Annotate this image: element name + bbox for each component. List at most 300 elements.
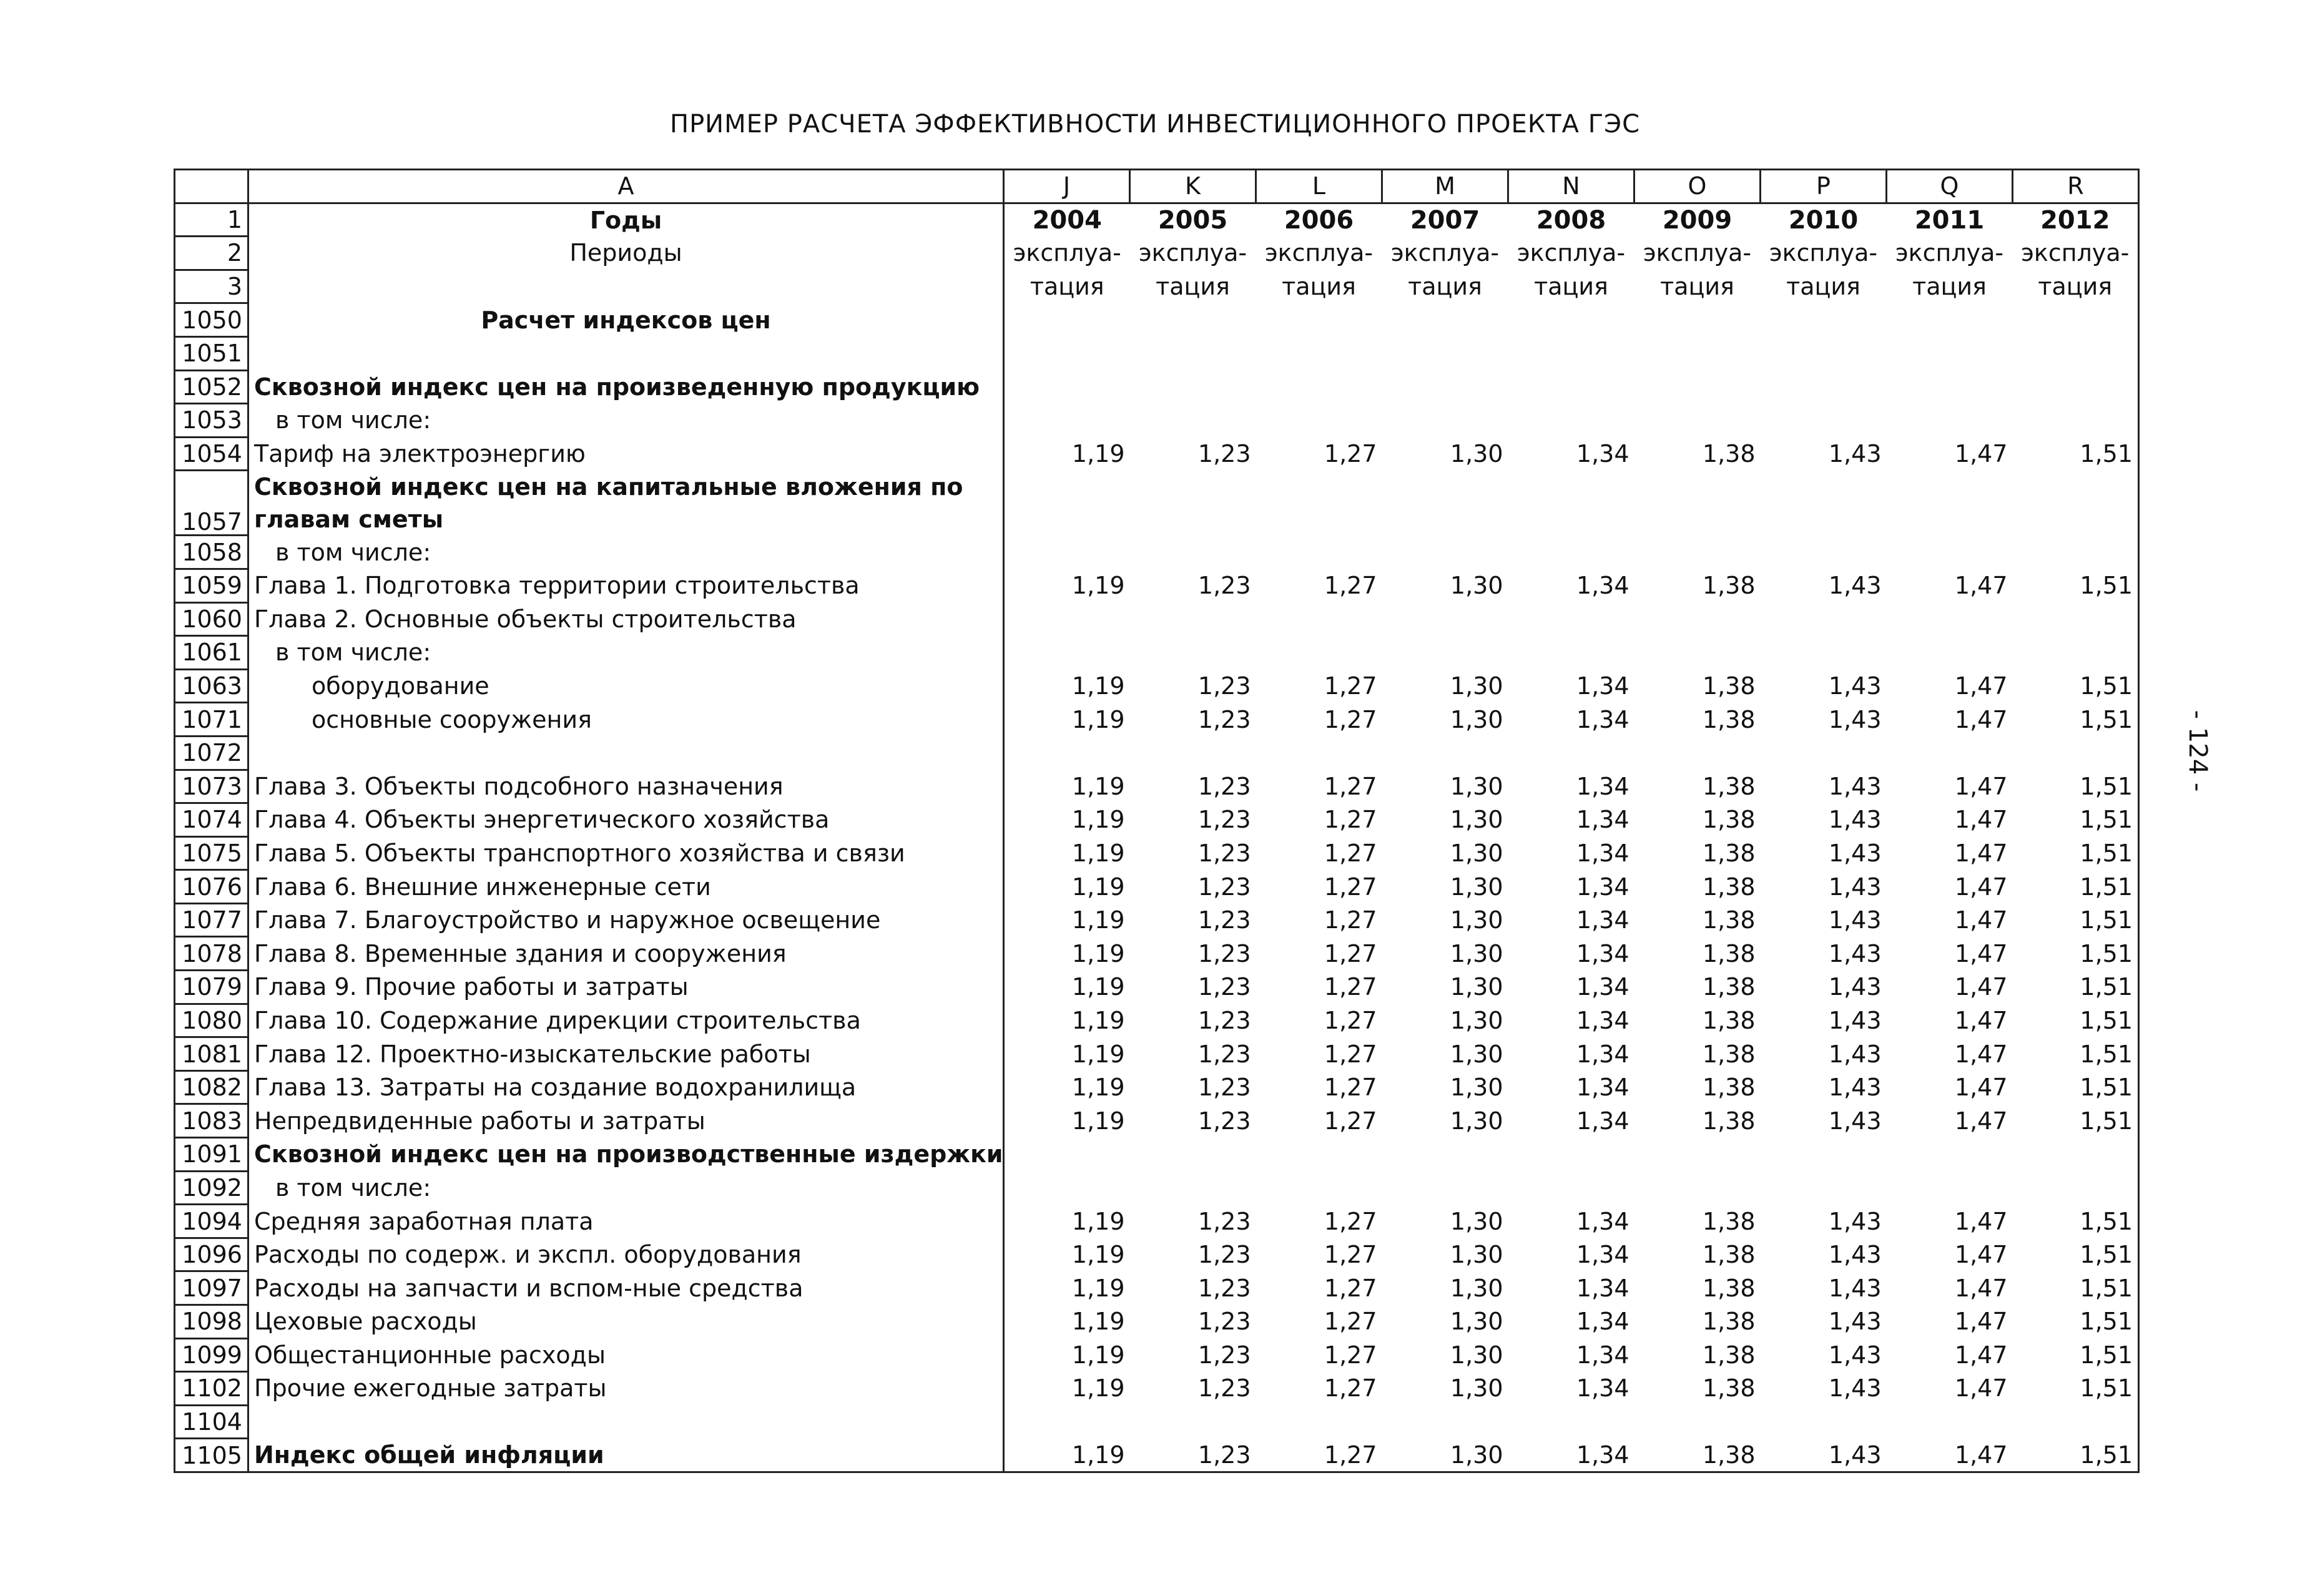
row-label[interactable]: Прочие ежегодные затраты bbox=[248, 1372, 1004, 1406]
value-cell[interactable]: 1,51 bbox=[2013, 1037, 2139, 1071]
value-cell[interactable] bbox=[1634, 1171, 1761, 1205]
value-cell[interactable]: 1,30 bbox=[1450, 772, 1503, 800]
value-cell[interactable]: 1,34 bbox=[1576, 1308, 1629, 1336]
row-label[interactable]: Глава 4. Объекты энергетического хозяйства bbox=[248, 803, 1004, 837]
row-label[interactable]: основные сооружения bbox=[248, 703, 1004, 737]
value-cell[interactable]: 1,34 bbox=[1576, 440, 1629, 468]
value-cell[interactable]: 1,38 bbox=[1702, 1074, 1756, 1102]
value-cell[interactable]: 1,23 bbox=[1197, 1006, 1251, 1034]
row-number[interactable]: 1072 bbox=[175, 736, 248, 770]
value-cell[interactable] bbox=[1004, 1138, 1130, 1172]
row-label[interactable]: Глава 8. Временные здания и сооружения bbox=[248, 937, 1004, 971]
row-label[interactable] bbox=[248, 1405, 1004, 1439]
value-cell[interactable]: 1,19 bbox=[1071, 1374, 1125, 1403]
value-cell[interactable] bbox=[1382, 602, 1508, 636]
value-cell[interactable]: 1,34 bbox=[1576, 1207, 1629, 1235]
period-cell[interactable]: эксплуа- bbox=[1138, 239, 1247, 267]
value-cell[interactable] bbox=[1508, 336, 1634, 370]
row-number[interactable]: 1083 bbox=[175, 1104, 248, 1138]
value-cell[interactable]: 1,23 bbox=[1130, 1439, 1256, 1472]
column-letter-0[interactable]: A bbox=[248, 170, 1004, 203]
value-cell[interactable]: 1,34 bbox=[1576, 672, 1629, 700]
column-letter-2[interactable]: K bbox=[1130, 170, 1256, 203]
value-cell[interactable] bbox=[1256, 404, 1382, 438]
value-cell[interactable] bbox=[1382, 1171, 1508, 1205]
value-cell[interactable] bbox=[1887, 404, 2013, 438]
value-cell[interactable] bbox=[1004, 404, 1130, 438]
row-number[interactable]: 1082 bbox=[175, 1070, 248, 1104]
value-cell[interactable]: 1,34 bbox=[1576, 906, 1629, 934]
value-cell[interactable]: 1,19 bbox=[1071, 906, 1125, 934]
value-cell[interactable] bbox=[1761, 336, 1887, 370]
value-cell[interactable] bbox=[1508, 602, 1634, 636]
period-cell[interactable]: эксплуа- bbox=[1264, 239, 1374, 267]
value-cell[interactable]: 1,27 bbox=[1324, 839, 1377, 867]
value-cell[interactable]: 1,51 bbox=[2013, 569, 2139, 602]
value-cell[interactable]: 1,38 bbox=[1702, 1207, 1756, 1235]
value-cell[interactable] bbox=[1761, 602, 1887, 636]
value-cell[interactable]: 1,38 bbox=[1702, 1040, 1756, 1068]
value-cell[interactable]: 1,30 bbox=[1450, 1374, 1503, 1403]
value-cell[interactable] bbox=[1634, 1405, 1761, 1439]
row-number[interactable]: 1098 bbox=[175, 1305, 248, 1339]
value-cell[interactable]: 1,43 bbox=[1828, 1207, 1882, 1235]
value-cell[interactable]: 1,34 bbox=[1576, 1241, 1629, 1269]
row-label[interactable]: Глава 2. Основные объекты строительства bbox=[248, 602, 1004, 636]
value-cell[interactable] bbox=[1508, 536, 1634, 569]
year-cell[interactable]: 2008 bbox=[1536, 205, 1606, 235]
value-cell[interactable] bbox=[1256, 303, 1382, 337]
row-number[interactable]: 1081 bbox=[175, 1037, 248, 1071]
value-cell[interactable]: 1,47 bbox=[1954, 873, 2008, 901]
value-cell[interactable]: 1,47 bbox=[1954, 1308, 2008, 1336]
value-cell[interactable]: 1,43 bbox=[1828, 1006, 1882, 1034]
value-cell[interactable] bbox=[1382, 1138, 1508, 1172]
value-cell[interactable] bbox=[1382, 736, 1508, 770]
year-cell[interactable]: 2011 bbox=[1914, 205, 1985, 235]
value-cell[interactable] bbox=[1382, 303, 1508, 337]
value-cell[interactable] bbox=[1634, 370, 1761, 404]
value-cell[interactable]: 1,30 bbox=[1450, 939, 1503, 967]
value-cell[interactable]: 1,27 bbox=[1324, 705, 1377, 733]
row-label[interactable]: Сквозной индекс цен на произведенную продукцию bbox=[248, 370, 1004, 404]
value-cell[interactable] bbox=[1004, 536, 1130, 569]
year-cell[interactable]: 2005 bbox=[1157, 205, 1228, 235]
row-label[interactable]: Сквозной индекс цен на производственные издержки bbox=[248, 1138, 1004, 1172]
value-cell[interactable]: 1,38 bbox=[1702, 1341, 1756, 1369]
value-cell[interactable]: 1,27 bbox=[1324, 1308, 1377, 1336]
row-number[interactable]: 1074 bbox=[175, 803, 248, 837]
row-label[interactable]: Расходы на запчасти и вспом-ные средства bbox=[248, 1271, 1004, 1305]
value-cell[interactable]: 1,23 bbox=[1197, 1274, 1251, 1302]
value-cell[interactable] bbox=[1256, 1171, 1382, 1205]
value-cell[interactable] bbox=[1634, 303, 1761, 337]
value-cell[interactable]: 1,38 bbox=[1702, 1107, 1756, 1135]
value-cell[interactable]: 1,27 bbox=[1324, 1341, 1377, 1369]
value-cell[interactable]: 1,47 bbox=[1954, 1107, 2008, 1135]
value-cell[interactable] bbox=[1508, 1138, 1634, 1172]
value-cell[interactable]: 1,43 bbox=[1828, 1274, 1882, 1302]
value-cell[interactable]: 1,51 bbox=[2013, 1338, 2139, 1372]
value-cell[interactable]: 1,27 bbox=[1324, 1006, 1377, 1034]
value-cell[interactable]: 1,43 bbox=[1828, 973, 1882, 1001]
value-cell[interactable]: 1,51 bbox=[2013, 1104, 2139, 1138]
value-cell[interactable]: 1,38 bbox=[1702, 1241, 1756, 1269]
value-cell[interactable]: 1,51 bbox=[2013, 1004, 2139, 1037]
period-cell[interactable]: тация bbox=[1156, 273, 1230, 301]
value-cell[interactable]: 1,34 bbox=[1576, 839, 1629, 867]
value-cell[interactable] bbox=[1130, 303, 1256, 337]
value-cell[interactable]: 1,19 bbox=[1071, 705, 1125, 733]
value-cell[interactable] bbox=[2013, 636, 2139, 670]
value-cell[interactable]: 1,38 bbox=[1702, 440, 1756, 468]
value-cell[interactable] bbox=[1256, 1405, 1382, 1439]
period-cell[interactable]: тация bbox=[1408, 273, 1482, 301]
value-cell[interactable] bbox=[2013, 736, 2139, 770]
value-cell[interactable] bbox=[1887, 471, 2013, 536]
value-cell[interactable] bbox=[1130, 536, 1256, 569]
row-number[interactable]: 1075 bbox=[175, 836, 248, 870]
value-cell[interactable] bbox=[1256, 536, 1382, 569]
row-number[interactable]: 3 bbox=[175, 270, 248, 303]
period-cell[interactable]: тация bbox=[1282, 273, 1356, 301]
value-cell[interactable] bbox=[1508, 471, 1634, 536]
value-cell[interactable] bbox=[1508, 1405, 1634, 1439]
row-label[interactable]: Расчет индексов цен bbox=[248, 303, 1004, 337]
value-cell[interactable]: 1,23 bbox=[1197, 705, 1251, 733]
value-cell[interactable] bbox=[1130, 1171, 1256, 1205]
value-cell[interactable]: 1,27 bbox=[1324, 1040, 1377, 1068]
value-cell[interactable] bbox=[1761, 636, 1887, 670]
value-cell[interactable]: 1,43 bbox=[1761, 1439, 1887, 1472]
value-cell[interactable]: 1,51 bbox=[2013, 803, 2139, 837]
value-cell[interactable]: 1,30 bbox=[1450, 572, 1503, 600]
value-cell[interactable] bbox=[1634, 471, 1761, 536]
value-cell[interactable]: 1,30 bbox=[1450, 873, 1503, 901]
value-cell[interactable]: 1,38 bbox=[1702, 806, 1756, 834]
row-label[interactable]: Индекс общей инфляции bbox=[248, 1439, 1004, 1472]
value-cell[interactable]: 1,51 bbox=[2013, 703, 2139, 737]
value-cell[interactable]: 1,19 bbox=[1004, 1439, 1130, 1472]
value-cell[interactable]: 1,43 bbox=[1828, 906, 1882, 934]
value-cell[interactable] bbox=[1004, 336, 1130, 370]
value-cell[interactable] bbox=[1634, 536, 1761, 569]
value-cell[interactable]: 1,34 bbox=[1576, 1107, 1629, 1135]
value-cell[interactable]: 1,19 bbox=[1071, 1040, 1125, 1068]
value-cell[interactable] bbox=[1887, 602, 2013, 636]
value-cell[interactable] bbox=[1634, 404, 1761, 438]
value-cell[interactable] bbox=[2013, 1138, 2139, 1172]
value-cell[interactable]: 1,30 bbox=[1450, 1207, 1503, 1235]
value-cell[interactable] bbox=[1382, 636, 1508, 670]
value-cell[interactable] bbox=[1508, 370, 1634, 404]
value-cell[interactable]: 1,47 bbox=[1954, 906, 2008, 934]
value-cell[interactable]: 1,23 bbox=[1197, 1107, 1251, 1135]
value-cell[interactable]: 1,51 bbox=[2013, 870, 2139, 904]
value-cell[interactable]: 1,19 bbox=[1071, 839, 1125, 867]
value-cell[interactable]: 1,30 bbox=[1450, 1241, 1503, 1269]
value-cell[interactable]: 1,27 bbox=[1324, 973, 1377, 1001]
value-cell[interactable]: 1,47 bbox=[1954, 1374, 2008, 1403]
row-label[interactable]: Глава 10. Содержание дирекции строительства bbox=[248, 1004, 1004, 1037]
column-letter-3[interactable]: L bbox=[1256, 170, 1382, 203]
value-cell[interactable]: 1,19 bbox=[1071, 440, 1125, 468]
row-label[interactable]: в том числе: bbox=[248, 636, 1004, 670]
value-cell[interactable] bbox=[1887, 303, 2013, 337]
value-cell[interactable]: 1,38 bbox=[1702, 973, 1756, 1001]
value-cell[interactable]: 1,34 bbox=[1576, 1274, 1629, 1302]
year-cell[interactable]: 2009 bbox=[1662, 205, 1732, 235]
value-cell[interactable]: 1,30 bbox=[1450, 1308, 1503, 1336]
value-cell[interactable]: 1,23 bbox=[1197, 939, 1251, 967]
row-number[interactable]: 2 bbox=[175, 237, 248, 270]
row-label[interactable]: Глава 1. Подготовка территории строительства bbox=[248, 569, 1004, 602]
value-cell[interactable]: 1,47 bbox=[1954, 839, 2008, 867]
value-cell[interactable]: 1,27 bbox=[1324, 672, 1377, 700]
value-cell[interactable] bbox=[1508, 736, 1634, 770]
period-cell[interactable]: тация bbox=[1030, 273, 1104, 301]
value-cell[interactable]: 1,23 bbox=[1197, 1374, 1251, 1403]
value-cell[interactable]: 1,51 bbox=[2013, 836, 2139, 870]
value-cell[interactable] bbox=[1004, 370, 1130, 404]
value-cell[interactable] bbox=[2013, 303, 2139, 337]
value-cell[interactable]: 1,30 bbox=[1450, 440, 1503, 468]
row-number[interactable]: 1 bbox=[175, 203, 248, 237]
period-cell[interactable]: эксплуа- bbox=[1643, 239, 1752, 267]
value-cell[interactable]: 1,23 bbox=[1197, 1074, 1251, 1102]
row-label[interactable]: Общестанционные расходы bbox=[248, 1338, 1004, 1372]
column-letter-6[interactable]: O bbox=[1634, 170, 1761, 203]
value-cell[interactable] bbox=[1256, 736, 1382, 770]
period-cell[interactable]: эксплуа- bbox=[2013, 237, 2139, 270]
value-cell[interactable]: 1,19 bbox=[1071, 1241, 1125, 1269]
value-cell[interactable]: 1,19 bbox=[1071, 672, 1125, 700]
value-cell[interactable]: 1,19 bbox=[1071, 1341, 1125, 1369]
period-cell[interactable]: эксплуа- bbox=[1390, 239, 1500, 267]
row-number[interactable]: 1077 bbox=[175, 903, 248, 937]
value-cell[interactable] bbox=[2013, 602, 2139, 636]
value-cell[interactable] bbox=[1382, 536, 1508, 569]
value-cell[interactable]: 1,51 bbox=[2013, 1238, 2139, 1271]
row-label[interactable]: Глава 7. Благоустройство и наружное освещение bbox=[248, 903, 1004, 937]
value-cell[interactable]: 1,19 bbox=[1071, 1074, 1125, 1102]
value-cell[interactable]: 1,38 bbox=[1702, 1274, 1756, 1302]
year-cell[interactable]: 2007 bbox=[1410, 205, 1480, 235]
value-cell[interactable]: 1,38 bbox=[1702, 939, 1756, 967]
value-cell[interactable] bbox=[1382, 336, 1508, 370]
value-cell[interactable]: 1,34 bbox=[1576, 939, 1629, 967]
value-cell[interactable]: 1,34 bbox=[1576, 973, 1629, 1001]
row-label[interactable]: Цеховые расходы bbox=[248, 1305, 1004, 1339]
value-cell[interactable]: 1,47 bbox=[1954, 1006, 2008, 1034]
value-cell[interactable]: 1,23 bbox=[1197, 1207, 1251, 1235]
value-cell[interactable] bbox=[1256, 471, 1382, 536]
value-cell[interactable] bbox=[1761, 471, 1887, 536]
value-cell[interactable] bbox=[1761, 370, 1887, 404]
row-number[interactable]: 1104 bbox=[175, 1405, 248, 1439]
value-cell[interactable]: 1,47 bbox=[1954, 705, 2008, 733]
value-cell[interactable] bbox=[1887, 736, 2013, 770]
value-cell[interactable] bbox=[1761, 536, 1887, 569]
row-number[interactable]: 1063 bbox=[175, 669, 248, 703]
value-cell[interactable] bbox=[1634, 602, 1761, 636]
row-number[interactable]: 1099 bbox=[175, 1338, 248, 1372]
row-label[interactable]: Годы bbox=[248, 203, 1004, 237]
value-cell[interactable]: 1,51 bbox=[2013, 903, 2139, 937]
value-cell[interactable] bbox=[2013, 336, 2139, 370]
period-cell[interactable]: тация bbox=[2013, 270, 2139, 303]
period-cell[interactable]: эксплуа- bbox=[1895, 239, 2004, 267]
row-label[interactable] bbox=[248, 336, 1004, 370]
value-cell[interactable]: 1,43 bbox=[1828, 1341, 1882, 1369]
row-number[interactable]: 1050 bbox=[175, 303, 248, 337]
value-cell[interactable] bbox=[1634, 1138, 1761, 1172]
value-cell[interactable] bbox=[1634, 336, 1761, 370]
value-cell[interactable]: 1,23 bbox=[1197, 440, 1251, 468]
value-cell[interactable] bbox=[2013, 404, 2139, 438]
value-cell[interactable] bbox=[1887, 1138, 2013, 1172]
value-cell[interactable]: 1,19 bbox=[1071, 939, 1125, 967]
row-number[interactable]: 1078 bbox=[175, 937, 248, 971]
value-cell[interactable]: 1,30 bbox=[1450, 672, 1503, 700]
value-cell[interactable]: 1,38 bbox=[1702, 1308, 1756, 1336]
value-cell[interactable]: 1,34 bbox=[1576, 772, 1629, 800]
row-number[interactable]: 1053 bbox=[175, 404, 248, 438]
value-cell[interactable]: 1,51 bbox=[2013, 437, 2139, 471]
value-cell[interactable]: 1,51 bbox=[2013, 1271, 2139, 1305]
row-number[interactable]: 1079 bbox=[175, 971, 248, 1004]
value-cell[interactable]: 1,30 bbox=[1450, 1006, 1503, 1034]
value-cell[interactable]: 1,19 bbox=[1071, 1207, 1125, 1235]
value-cell[interactable]: 1,43 bbox=[1828, 873, 1882, 901]
value-cell[interactable] bbox=[1761, 736, 1887, 770]
value-cell[interactable]: 1,30 bbox=[1450, 1107, 1503, 1135]
value-cell[interactable]: 1,47 bbox=[1954, 672, 2008, 700]
row-label[interactable] bbox=[248, 736, 1004, 770]
row-number[interactable]: 1102 bbox=[175, 1372, 248, 1406]
value-cell[interactable]: 1,27 bbox=[1324, 440, 1377, 468]
value-cell[interactable]: 1,19 bbox=[1071, 1107, 1125, 1135]
value-cell[interactable] bbox=[1761, 1405, 1887, 1439]
value-cell[interactable]: 1,47 bbox=[1954, 572, 2008, 600]
column-letter-4[interactable]: M bbox=[1382, 170, 1508, 203]
value-cell[interactable] bbox=[1004, 736, 1130, 770]
value-cell[interactable]: 1,19 bbox=[1071, 1006, 1125, 1034]
period-cell[interactable]: эксплуа- bbox=[1516, 239, 1626, 267]
row-label[interactable]: Непредвиденные работы и затраты bbox=[248, 1104, 1004, 1138]
value-cell[interactable] bbox=[1256, 636, 1382, 670]
value-cell[interactable] bbox=[1130, 636, 1256, 670]
value-cell[interactable]: 1,38 bbox=[1702, 672, 1756, 700]
value-cell[interactable]: 1,34 bbox=[1576, 1341, 1629, 1369]
value-cell[interactable]: 1,23 bbox=[1197, 973, 1251, 1001]
value-cell[interactable] bbox=[1761, 1171, 1887, 1205]
year-cell[interactable]: 2010 bbox=[1788, 205, 1859, 235]
value-cell[interactable] bbox=[1382, 471, 1508, 536]
row-label[interactable]: Глава 6. Внешние инженерные сети bbox=[248, 870, 1004, 904]
year-cell[interactable]: 2012 bbox=[2013, 203, 2139, 237]
value-cell[interactable] bbox=[1761, 1138, 1887, 1172]
value-cell[interactable]: 1,47 bbox=[1954, 772, 2008, 800]
value-cell[interactable]: 1,19 bbox=[1071, 973, 1125, 1001]
value-cell[interactable]: 1,38 bbox=[1702, 1374, 1756, 1403]
row-label[interactable]: в том числе: bbox=[248, 536, 1004, 569]
value-cell[interactable]: 1,23 bbox=[1197, 873, 1251, 901]
value-cell[interactable]: 1,51 bbox=[2013, 1070, 2139, 1104]
row-label[interactable]: в том числе: bbox=[248, 1171, 1004, 1205]
period-cell[interactable]: эксплуа- bbox=[1013, 239, 1121, 267]
value-cell[interactable]: 1,23 bbox=[1197, 1308, 1251, 1336]
value-cell[interactable]: 1,30 bbox=[1450, 1341, 1503, 1369]
value-cell[interactable]: 1,30 bbox=[1450, 1074, 1503, 1102]
value-cell[interactable]: 1,38 bbox=[1702, 873, 1756, 901]
value-cell[interactable]: 1,43 bbox=[1828, 839, 1882, 867]
value-cell[interactable] bbox=[1130, 1405, 1256, 1439]
row-number[interactable]: 1054 bbox=[175, 437, 248, 471]
value-cell[interactable] bbox=[1004, 602, 1130, 636]
value-cell[interactable] bbox=[1130, 736, 1256, 770]
value-cell[interactable]: 1,34 bbox=[1508, 1439, 1634, 1472]
row-label[interactable]: Глава 13. Затраты на создание водохранилища bbox=[248, 1070, 1004, 1104]
row-label[interactable]: Глава 3. Объекты подсобного назначения bbox=[248, 770, 1004, 803]
period-cell[interactable]: эксплуа- bbox=[1769, 239, 1878, 267]
period-cell[interactable]: тация bbox=[1912, 273, 1987, 301]
value-cell[interactable]: 1,47 bbox=[1954, 1074, 2008, 1102]
row-label[interactable]: в том числе: bbox=[248, 404, 1004, 438]
value-cell[interactable]: 1,30 bbox=[1382, 1439, 1508, 1472]
period-cell[interactable]: тация bbox=[1534, 273, 1608, 301]
value-cell[interactable]: 1,19 bbox=[1071, 806, 1125, 834]
value-cell[interactable]: 1,23 bbox=[1197, 806, 1251, 834]
value-cell[interactable]: 1,43 bbox=[1828, 806, 1882, 834]
value-cell[interactable]: 1,38 bbox=[1702, 839, 1756, 867]
value-cell[interactable]: 1,27 bbox=[1324, 1207, 1377, 1235]
value-cell[interactable]: 1,27 bbox=[1324, 873, 1377, 901]
value-cell[interactable]: 1,23 bbox=[1197, 1241, 1251, 1269]
value-cell[interactable] bbox=[2013, 1405, 2139, 1439]
value-cell[interactable]: 1,38 bbox=[1702, 572, 1756, 600]
value-cell[interactable] bbox=[1634, 636, 1761, 670]
value-cell[interactable] bbox=[1256, 602, 1382, 636]
row-label[interactable]: оборудование bbox=[248, 669, 1004, 703]
row-number[interactable]: 1097 bbox=[175, 1271, 248, 1305]
value-cell[interactable]: 1,19 bbox=[1071, 1274, 1125, 1302]
row-number[interactable]: 1080 bbox=[175, 1004, 248, 1037]
value-cell[interactable] bbox=[1256, 370, 1382, 404]
row-number[interactable]: 1060 bbox=[175, 602, 248, 636]
value-cell[interactable] bbox=[1508, 303, 1634, 337]
row-label[interactable]: Тариф на электроэнергию bbox=[248, 437, 1004, 471]
value-cell[interactable]: 1,47 bbox=[1954, 1341, 2008, 1369]
row-number[interactable]: 1071 bbox=[175, 703, 248, 737]
value-cell[interactable]: 1,27 bbox=[1324, 806, 1377, 834]
value-cell[interactable] bbox=[1508, 1171, 1634, 1205]
value-cell[interactable]: 1,43 bbox=[1828, 1241, 1882, 1269]
value-cell[interactable]: 1,43 bbox=[1828, 440, 1882, 468]
year-cell[interactable]: 2006 bbox=[1284, 205, 1354, 235]
value-cell[interactable]: 1,34 bbox=[1576, 806, 1629, 834]
value-cell[interactable]: 1,23 bbox=[1197, 672, 1251, 700]
value-cell[interactable]: 1,38 bbox=[1634, 1439, 1761, 1472]
value-cell[interactable] bbox=[1887, 370, 2013, 404]
year-cell[interactable]: 2004 bbox=[1032, 205, 1102, 235]
value-cell[interactable]: 1,51 bbox=[2013, 1305, 2139, 1339]
value-cell[interactable] bbox=[1130, 471, 1256, 536]
value-cell[interactable]: 1,38 bbox=[1702, 906, 1756, 934]
value-cell[interactable] bbox=[1382, 1405, 1508, 1439]
value-cell[interactable]: 1,47 bbox=[1954, 1207, 2008, 1235]
value-cell[interactable]: 1,51 bbox=[2013, 770, 2139, 803]
